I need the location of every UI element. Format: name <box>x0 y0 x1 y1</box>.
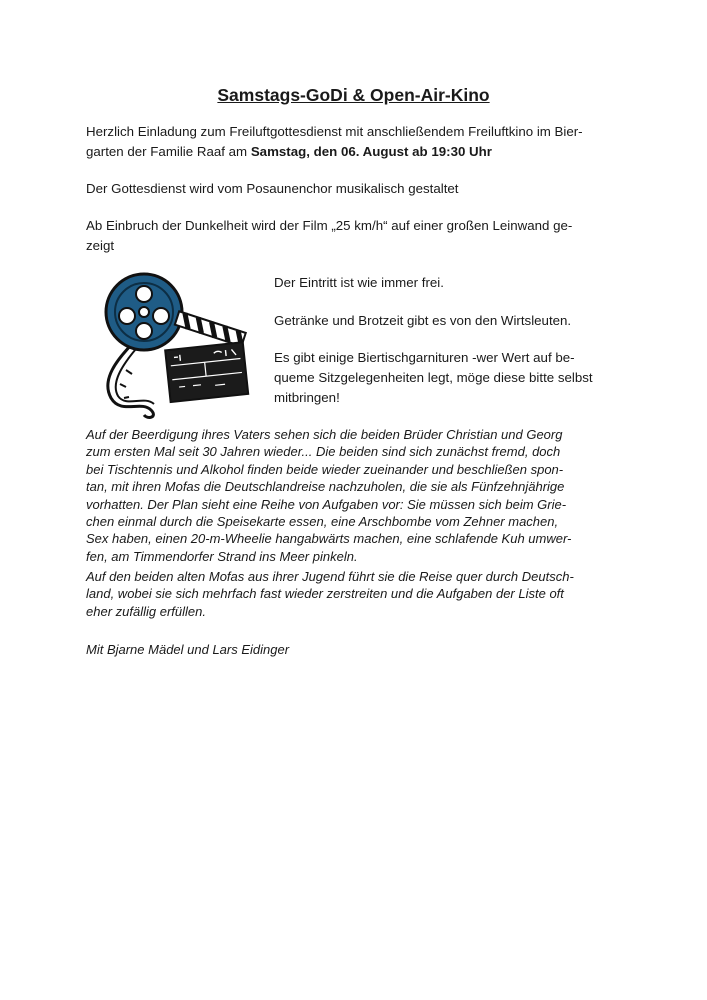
page-title: Samstags-GoDi & Open-Air-Kino <box>217 85 490 105</box>
event-date: Samstag, den 06. August ab 19:30 Uhr <box>250 144 492 159</box>
intro-line-1: Herzlich Einladung zum Freiluftgottesdienst mit anschließendem Freiluftkino im Bier- <box>86 124 583 139</box>
intro-line-2: garten der Familie Raaf am <box>86 144 251 159</box>
seating-info: Es gibt einige Biertischgarnituren -wer Wert auf be- queme Sitzgelegenheiten legt, möge diese bitte selbst mitbringen! <box>274 350 593 405</box>
cast-line: Mit Bjarne Mädel und Lars Eidinger <box>86 642 290 657</box>
story-paragraph-2: Auf den beiden alten Mofas aus ihrer Jugend führt sie die Reise quer durch Deutsch- land, wobei sie sich mehrfach fast wieder zerstreiten und die Aufgaben der Liste oft eher zufällig erfüllen. <box>86 569 574 619</box>
intro-paragraph <box>86 122 583 162</box>
film-paragraph <box>86 216 572 256</box>
film-line-2: zeigt <box>86 238 115 253</box>
film-line-1: Ab Einbruch der Dunkelheit wird der Film „25 km/h“ auf einer großen Leinwand ge- <box>86 218 573 233</box>
food-info: Getränke und Brotzeit gibt es von den Wirtsleuten. <box>274 313 572 328</box>
film-reel-clapperboard-icon <box>96 270 254 420</box>
service-paragraph: Der Gottesdienst wird vom Posaunenchor musikalisch gestaltet <box>86 181 459 196</box>
entry-info: Der Eintritt ist wie immer frei. <box>274 275 444 290</box>
story-paragraph-1: Auf der Beerdigung ihres Vaters sehen sich die beiden Brüder Christian und Georg zum ersten Mal seit 30 Jahren wieder... Die beiden sind sich zunächst fremd, doch bei Tischtennis und Alkohol finden beide wieder zueinander und beschließen spon- tan, mit ihren Mofas die Deutschlandreise nachzuholen, die sie als Fünfzehnjährige vorhatten. Der Plan sieht eine Reihe von Aufgaben vor: Sie müssen sich beim Grie- chen einmal durch die Speisekarte essen, eine Arschbombe vom Zehner machen, Sex haben, einen 20-m-Wheelie hangabwärts machen, eine schlafende Kuh umwer- fen, am Timmendorfer Strand ins Meer pinkeln. <box>86 427 572 564</box>
